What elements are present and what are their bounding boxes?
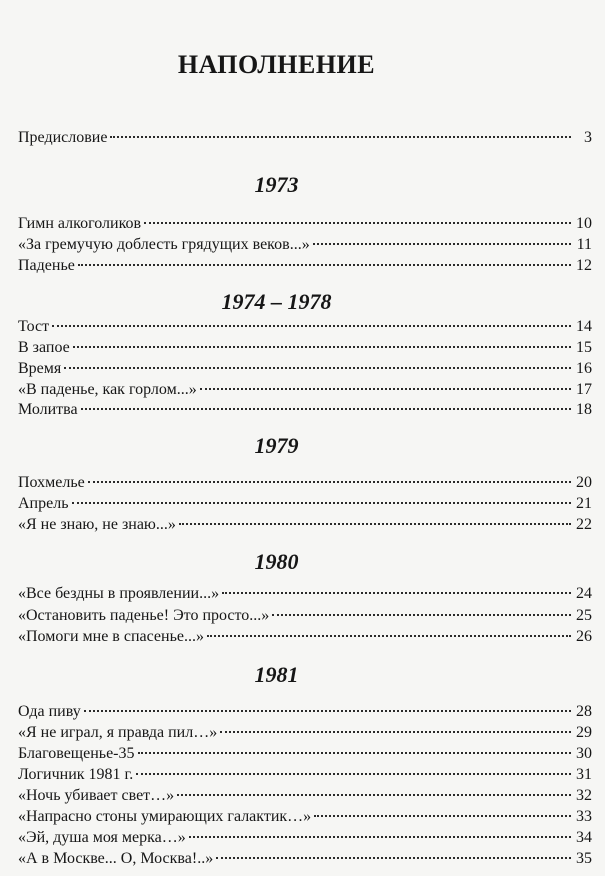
toc-entry bbox=[18, 723, 592, 743]
entry-title: Апрель bbox=[18, 495, 69, 512]
entry-title: Тост bbox=[18, 318, 50, 335]
dot-leader bbox=[78, 264, 571, 266]
entry-title: «В паденье, как горлом...» bbox=[18, 381, 197, 398]
entry-page: 31 bbox=[576, 766, 592, 783]
entry-title: Паденье bbox=[18, 257, 75, 274]
toc-entry bbox=[18, 828, 592, 848]
entry-title: «Остановить паденье! Это просто...» bbox=[18, 607, 270, 624]
dot-leader bbox=[177, 794, 571, 796]
entry-page: 21 bbox=[576, 495, 592, 512]
entry-title: Похмелье bbox=[18, 474, 85, 491]
dot-leader bbox=[73, 346, 571, 348]
year-heading: 1980 bbox=[254, 549, 299, 574]
toc-entry bbox=[18, 849, 592, 869]
entry-title: «За гремучую доблесть грядущих веков...» bbox=[18, 236, 310, 253]
toc-entry bbox=[18, 627, 592, 647]
year-heading: 1973 bbox=[254, 172, 299, 197]
entry-page: 12 bbox=[576, 257, 592, 274]
entry-title: «Напрасно стоны умирающих галактик…» bbox=[18, 808, 312, 825]
entry-page: 25 bbox=[576, 607, 592, 624]
toc-entry bbox=[18, 473, 592, 493]
entry-page: 24 bbox=[576, 585, 592, 602]
toc-entry bbox=[18, 400, 592, 420]
toc-entry bbox=[18, 744, 592, 764]
toc-entry bbox=[18, 702, 592, 722]
dot-leader bbox=[88, 481, 571, 483]
entry-title: «Эй, душа моя мерка…» bbox=[18, 829, 186, 846]
dot-leader bbox=[64, 367, 571, 369]
entry-title: «Ночь убивает свет…» bbox=[18, 787, 175, 804]
entry-title: В запое bbox=[18, 339, 70, 356]
entry-title: Молитва bbox=[18, 401, 78, 418]
dot-leader bbox=[179, 523, 571, 525]
toc-entry bbox=[18, 584, 592, 604]
year-heading: 1981 bbox=[254, 662, 299, 687]
entry-page: 14 bbox=[576, 318, 592, 335]
entry-page: 18 bbox=[576, 401, 592, 418]
entry-page: 20 bbox=[576, 474, 592, 491]
toc-entry bbox=[18, 214, 592, 234]
dot-leader bbox=[189, 836, 571, 838]
dot-leader bbox=[81, 408, 571, 410]
toc-entry bbox=[18, 380, 592, 400]
toc-entry bbox=[18, 338, 592, 358]
dot-leader bbox=[52, 325, 571, 327]
entry-page: 15 bbox=[576, 339, 592, 356]
toc-entry bbox=[18, 515, 592, 535]
entry-page: 10 bbox=[576, 215, 592, 232]
dot-leader bbox=[84, 710, 571, 712]
toc-entry bbox=[18, 786, 592, 806]
toc-entry bbox=[18, 128, 592, 148]
entry-title: Благовещенье-35 bbox=[18, 745, 135, 762]
entry-page: 22 bbox=[576, 516, 592, 533]
entry-page: 16 bbox=[576, 360, 592, 377]
entry-title: «Я не играл, я правда пил…» bbox=[18, 724, 218, 741]
entry-page: 32 bbox=[576, 787, 592, 804]
dot-leader bbox=[222, 592, 571, 594]
entry-page: 3 bbox=[584, 129, 592, 146]
entry-page: 29 bbox=[576, 724, 592, 741]
entry-title: Логичник 1981 г. bbox=[18, 766, 134, 783]
entry-title: «Помоги мне в спасенье...» bbox=[18, 628, 204, 645]
toc-entry bbox=[18, 235, 592, 255]
toc-entry bbox=[18, 256, 592, 276]
toc-entry bbox=[18, 494, 592, 514]
dot-leader bbox=[313, 243, 571, 245]
dot-leader bbox=[144, 222, 571, 224]
entry-page: 30 bbox=[576, 745, 592, 762]
dot-leader bbox=[314, 815, 571, 817]
entry-page: 33 bbox=[576, 808, 592, 825]
entry-title: «Все бездны в проявлении...» bbox=[18, 585, 220, 602]
year-heading: 1974 – 1978 bbox=[221, 289, 332, 314]
entry-page: 17 bbox=[576, 381, 592, 398]
toc-entry bbox=[18, 359, 592, 379]
toc-entry bbox=[18, 317, 592, 337]
toc-entry bbox=[18, 765, 592, 785]
dot-leader bbox=[207, 635, 571, 637]
entry-page: 26 bbox=[576, 628, 592, 645]
entry-page: 35 bbox=[576, 850, 592, 867]
dot-leader bbox=[216, 857, 571, 859]
entry-title: Предисловие bbox=[18, 129, 108, 146]
dot-leader bbox=[110, 136, 571, 138]
entry-page: 28 bbox=[576, 703, 592, 720]
page-title: НАПОЛНЕНИЕ bbox=[177, 50, 376, 79]
toc-entry bbox=[18, 807, 592, 827]
entry-title: «Я не знаю, не знаю...» bbox=[18, 516, 176, 533]
entry-title: Время bbox=[18, 360, 62, 377]
dot-leader bbox=[72, 502, 572, 504]
entry-title: Ода пиву bbox=[18, 703, 81, 720]
year-heading: 1979 bbox=[254, 433, 299, 458]
dot-leader bbox=[272, 614, 571, 616]
entry-page: 11 bbox=[576, 236, 592, 253]
toc-entry bbox=[18, 606, 592, 626]
entry-title: «А в Москве... О, Москва!..» bbox=[18, 850, 214, 867]
dot-leader bbox=[200, 388, 571, 390]
entry-page: 34 bbox=[576, 829, 592, 846]
entry-title: Гимн алкоголиков bbox=[18, 215, 142, 232]
dot-leader bbox=[220, 731, 571, 733]
dot-leader bbox=[138, 752, 572, 754]
dot-leader bbox=[136, 773, 571, 775]
